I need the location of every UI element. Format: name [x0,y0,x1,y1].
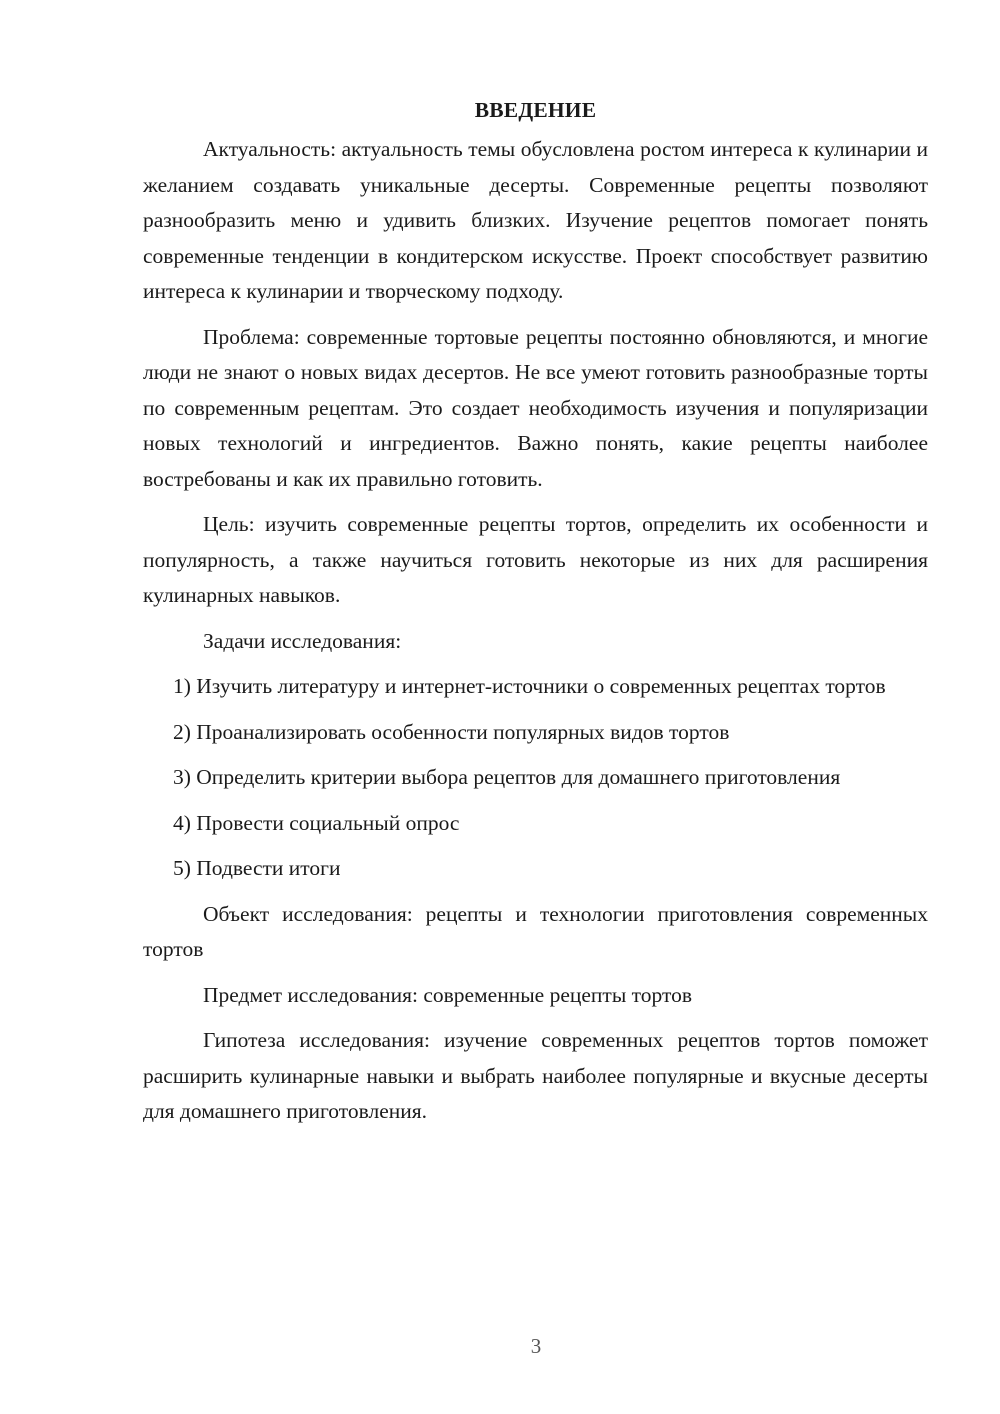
task-item-2: 2) Проанализировать особенности популярных видов тортов [173,719,730,744]
task-item-1: 1) Изучить литературу и интернет-источники о современных рецептах тортов [173,674,886,698]
task-item-3: 3) Определить критерии выбора рецептов для домашнего приготовления [173,765,841,789]
tasks-heading: Задачи исследования: [203,628,402,653]
paragraph-goal: Цель: изучить современные рецепты тортов, определить их особенности и популярность, а также научиться готовить некоторые из них для расширения кулинарных навыков. [143,512,928,607]
document-page [143,92,928,1140]
paragraph-problem: Проблема: современные тортовые рецепты постоянно обновляются, и многие люди не знают о новых видах десертов. Не все умеют готовить разнообразные торты по современным рецептам. Это создает необходимость изучения и популяризации новых технологий и ингредиентов. Важно понять, какие рецепты наиболее востребованы и как их правильно готовить. [143,324,928,491]
task-item-4: 4) Провести социальный опрос [173,810,460,835]
paragraph-subject: Предмет исследования: современные рецепты тортов [203,982,692,1007]
page-number: 3 [530,1334,542,1358]
paragraph-object: Объект исследования: рецепты и технологии приготовления современных тортов [143,901,928,961]
page-title: ВВЕДЕНИЕ [474,98,597,122]
paragraph-relevance: Актуальность: актуальность темы обусловлена ростом интереса к кулинарии и желанием создавать уникальные десерты. Современные рецепты позволяют разнообразить меню и удивить близких. Изучение рецептов помогает понять современные тенденции в кондитерском искусстве. Проект способствует развитию интереса к кулинарии и творческому подходу. [143,137,928,303]
task-item-5: 5) Подвести итоги [173,856,341,880]
paragraph-hypothesis: Гипотеза исследования: изучение современных рецептов тортов поможет расширить кулинарные навыки и выбрать наиболее популярные и вкусные десерты для домашнего приготовления. [143,1028,928,1123]
